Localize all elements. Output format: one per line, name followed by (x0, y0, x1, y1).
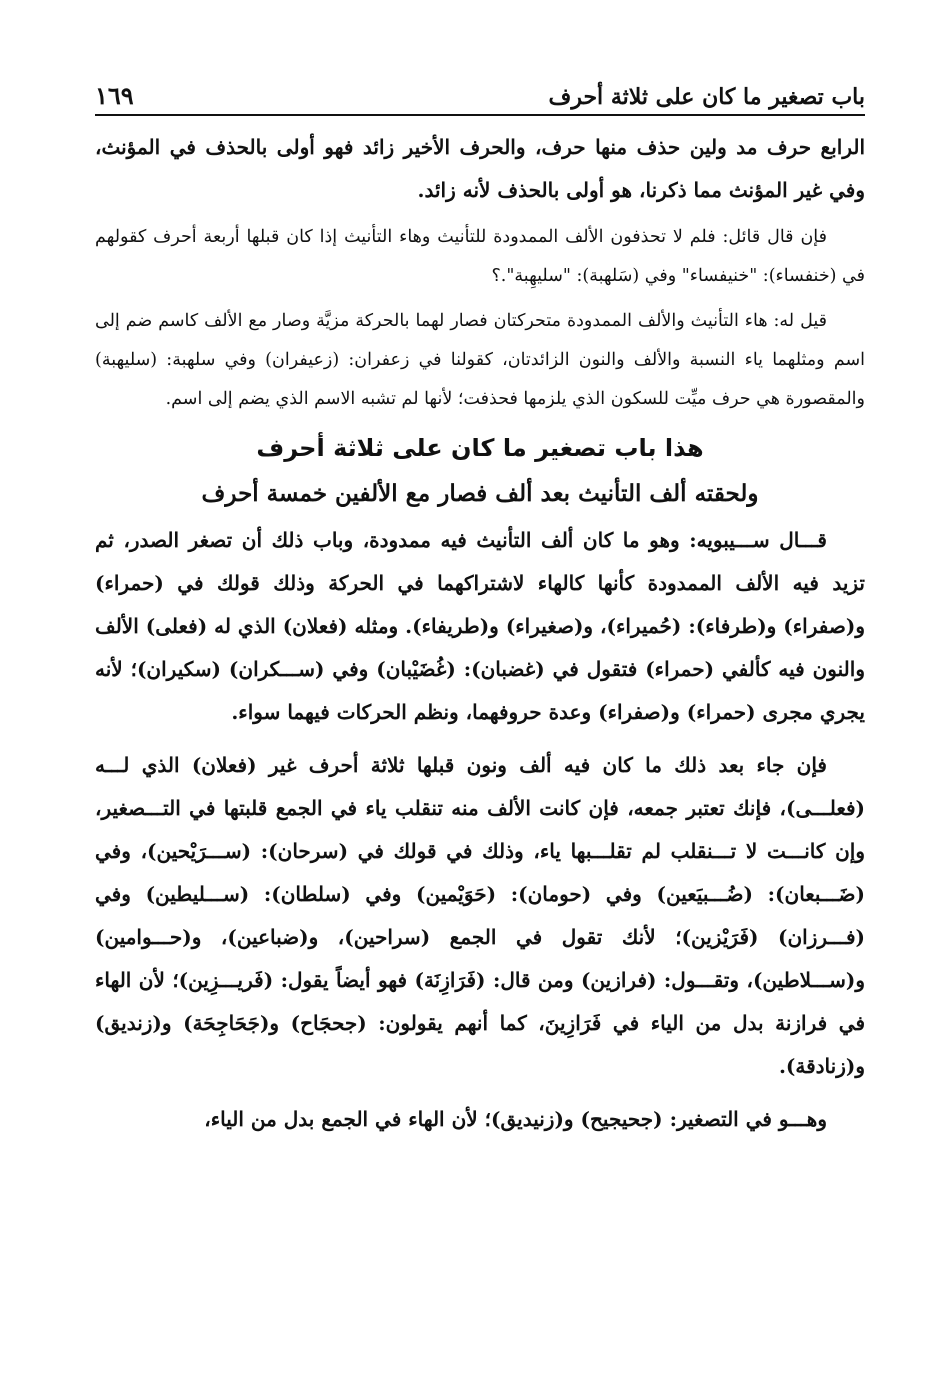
paragraph-sibawayh: قـــال ســـيبويه: وهو ما كان ألف التأنيث فيه ممدودة، وباب ذلك أن تصغر الصدر، ثم تزيد فيه الألف الممدودة كأنها كالهاء لاشتراكهما في الحركة وذلك قولك في (حمراء) و(صفراء) و(طرفاء): (حُميراء)، و(صغيراء) و(طريفاء). ومثله (فعلان) الذي له (فعلى) الألف والنون فيه كألفي (حمراء) فتقول في (غضبان): (غُضَيْبان) وفي (ســـكران) (سكيران)؛ لأنه يجري مجرى (حمراء) و(صفراء) وعدة حروفهما، ونظم الحركات فيهما سواء. (95, 528, 865, 724)
chapter-subtitle: ولحقته ألف التأنيث بعد ألف فصار مع الألفين خمسة أحرف (201, 480, 759, 507)
paragraph-question: فإن قال قائل: فلم لا تحذفون الألف الممدودة للتأنيث وهاء التأنيث إذا كان قبلها أربعة أحرف كقولهم في (خنفساء): "خنيفساء" وفي (سَلهبة): "سليهِبة".؟ (95, 227, 865, 286)
running-header (95, 70, 865, 116)
page-number: ١٦٩ (95, 81, 134, 110)
paragraph-fa3lan: فإن جاء بعد ذلك ما كان فيه ألف ونون قبلها ثلاثة أحرف غير (فعلان) الذي لـــه (فعلـــى)، فإنك تعتبر جمعه، فإن كانت الألف منه تنقلب ياء في الجمع قلبتها في التـــصغير، وإن كانـــت لا تـــنقلب لم تقلـــبها ياء، وذلك في قولك في (سرحان): (ســـرَيْحين)، وفي (ضَـــبعان): (ضُـــبيَعين) وفي (حومان): (حَوَيْمين) وفي (سلطان): (ســـليطين) وفي (فـــرزان) (فَرَيْزين)؛ لأنك تقول في الجمع (سراحين)، و(ضباعين)، و(حـــوامين) و(ســـلاطين)، وتقـــول: (فرازين) ومن قال: (فَرَازِنَة) فهو أيضاً يقول: (فَريـــزِين)؛ لأن الهاء في فرازنة بدل من الياء في فَرَازِينَ، كما أنهم يقولون: (جحجَاح) و(جَحَاجِحَة) و(زنديق) و(زنادقة). (95, 753, 865, 1078)
book-page (95, 70, 865, 1360)
paragraph-tasgheer: وهـــو في التصغير: (جحيجيح) و(زنيديق)؛ لأن الهاء في الجمع بدل من الياء، (204, 1107, 827, 1131)
paragraph-answer: قيل له: هاء التأنيث والألف الممدودة متحركتان فصار لهما بالحركة مزيَّة وصار مع الألف كاسم ضم إلى اسم ومثلهما ياء النسبة والألف والنون الزائدتان، كقولنا في زعفران: (زعيفران) وفي سلهبة: (سليهبة) والمقصورة هي حرف ميِّت للسكون الذي يلزمها فحذفت؛ لأنها لم تشبه الاسم الذي يضم إلى اسم. (95, 311, 865, 409)
body-text (95, 126, 865, 1141)
paragraph-continuation: الرابع حرف مد ولين حذف منها حرف، والحرف الأخير زائد فهو أولى بالحذف في المؤنث، وفي غير المؤنث مما ذكرنا، هو أولى بالحذف لأنه زائد. (95, 135, 865, 202)
chapter-title: هذا باب تصغير ما كان على ثلاثة أحرف (256, 434, 704, 462)
running-header-title: باب تصغير ما كان على ثلاثة أحرف (548, 84, 865, 110)
